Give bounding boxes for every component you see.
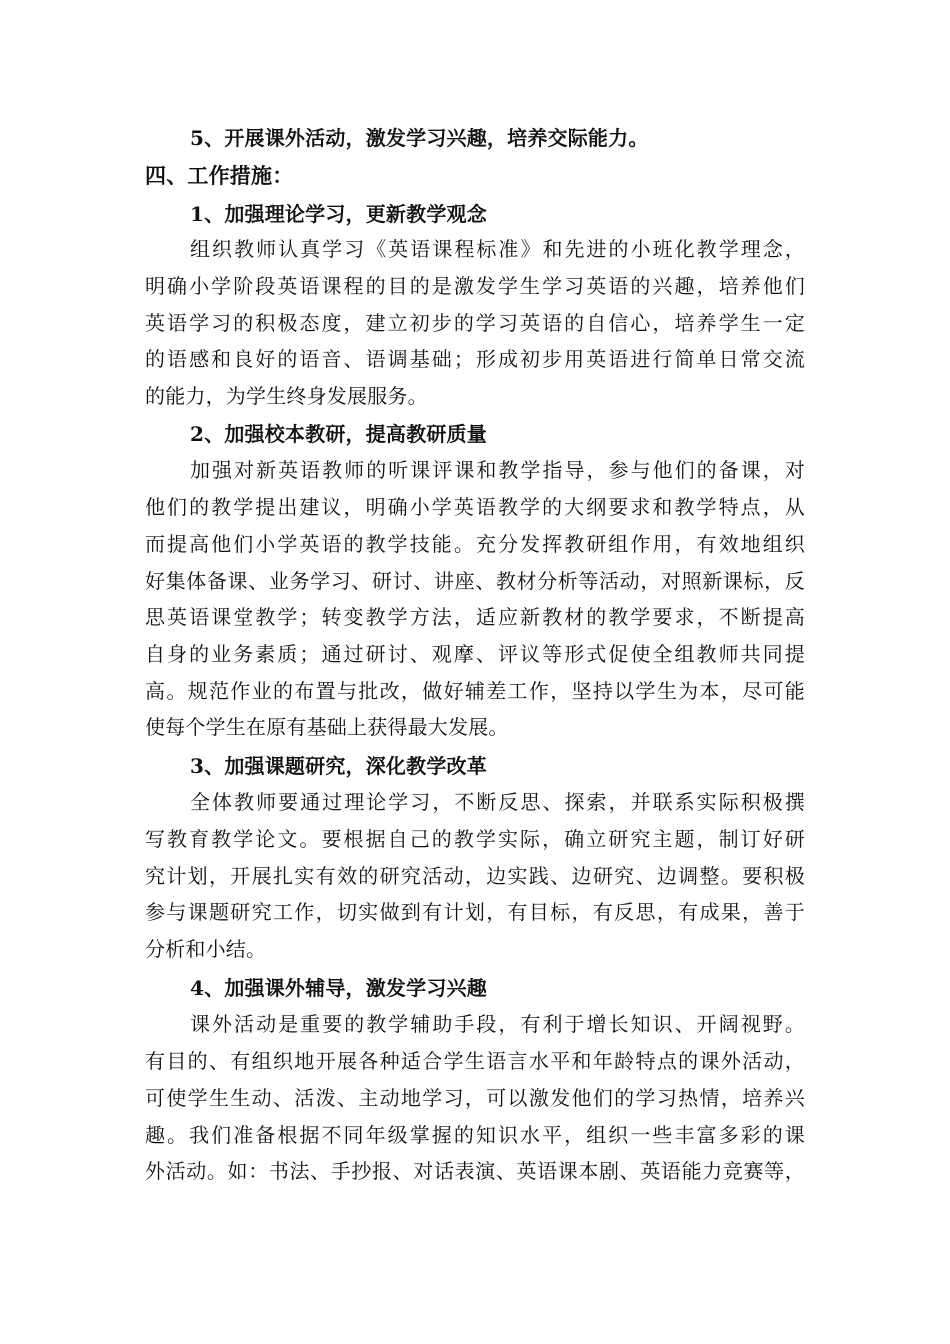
measure-2-title: 2、加强校本教研，提高教研质量 bbox=[190, 422, 487, 446]
measure-3-title: 3、加强课题研究，深化教学改革 bbox=[190, 754, 487, 778]
measure-1-line: 组织教师认真学习《英语课程标准》和先进的小班化教学理念， bbox=[190, 237, 805, 261]
measure-4-line: 课外活动是重要的教学辅助手段，有利于增长知识、开阔视野。 bbox=[190, 1012, 805, 1036]
measure-3-line: 写教育教学论文。要根据自己的教学实际，确立研究主题，制订好研 bbox=[145, 827, 805, 851]
measure-2-line: 好集体备课、业务学习、研讨、讲座、教材分析等活动，对照新课标，反 bbox=[145, 569, 805, 593]
measure-1-line: 英语学习的积极态度，建立初步的学习英语的自信心，培养学生一定 bbox=[145, 311, 805, 335]
measure-1-line: 的能力，为学生终身发展服务。 bbox=[145, 384, 428, 408]
measure-4-line: 趣。我们准备根据不同年级掌握的知识水平，组织一些丰富多彩的课 bbox=[145, 1123, 805, 1147]
measure-2-line: 他们的教学提出建议，明确小学英语教学的大纲要求和教学特点，从 bbox=[145, 495, 805, 519]
measure-4-line: 有目的、有组织地开展各种适合学生语言水平和年龄特点的课外活动， bbox=[145, 1049, 805, 1073]
measure-2-line: 使每个学生在原有基础上获得最大发展。 bbox=[145, 715, 509, 739]
measure-3-line: 全体教师要通过理论学习，不断反思、探索，并联系实际积极撰 bbox=[190, 790, 805, 814]
measure-2-line: 自身的业务素质；通过研讨、观摩、评议等形式促使全组教师共同提 bbox=[145, 642, 805, 666]
measure-1-line: 明确小学阶段英语课程的目的是激发学生学习英语的兴趣，培养他们 bbox=[145, 274, 805, 298]
activity-item-5: 5、开展课外活动，激发学习兴趣，培养交际能力。 bbox=[190, 126, 649, 150]
measure-3-line: 究计划，开展扎实有效的研究活动，边实践、边研究、边调整。要积极 bbox=[145, 864, 805, 888]
measure-2-line: 高。规范作业的布置与批改，做好辅差工作，坚持以学生为本，尽可能 bbox=[145, 679, 805, 703]
measure-1-line: 的语感和良好的语音、语调基础；形成初步用英语进行简单日常交流 bbox=[145, 347, 805, 371]
measure-4-line: 外活动。如：书法、手抄报、对话表演、英语课本剧、英语能力竞赛等， bbox=[145, 1159, 805, 1183]
section-heading: 四、工作措施： bbox=[145, 163, 294, 188]
measure-2-line: 加强对新英语教师的听课评课和教学指导，参与他们的备课，对 bbox=[190, 458, 805, 482]
measure-2-line: 而提高他们小学英语的教学技能。充分发挥教研组作用，有效地组织 bbox=[145, 532, 805, 556]
measure-3-line: 参与课题研究工作，切实做到有计划，有目标，有反思，有成果，善于 bbox=[145, 900, 805, 924]
measure-1-title: 1、加强理论学习，更新教学观念 bbox=[190, 202, 487, 226]
measure-2-line: 思英语课堂教学；转变教学方法，适应新教材的教学要求，不断提高 bbox=[145, 605, 805, 629]
measure-3-line: 分析和小结。 bbox=[145, 937, 267, 961]
measure-4-title: 4、加强课外辅导，激发学习兴趣 bbox=[190, 976, 487, 1000]
measure-4-line: 可使学生生动、活泼、主动地学习，可以激发他们的学习热情，培养兴 bbox=[145, 1086, 805, 1110]
